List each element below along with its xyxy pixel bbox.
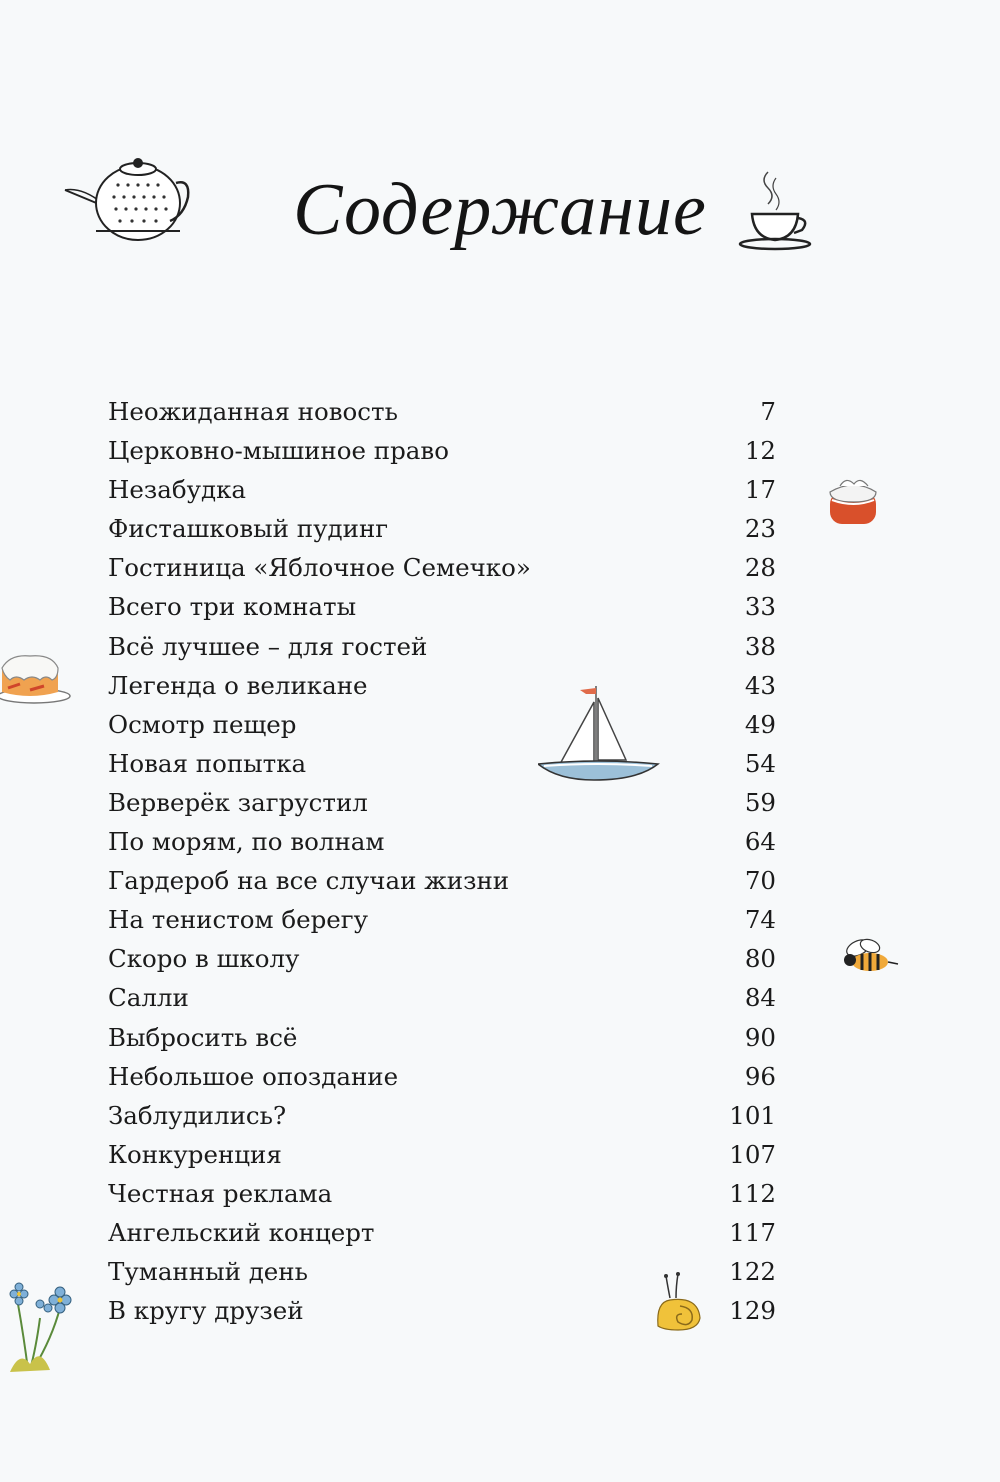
- flowers-icon: [0, 1278, 82, 1374]
- chapter-title: Конкуренция: [108, 1139, 282, 1169]
- chapter-title: По морям, по волнам: [108, 827, 385, 857]
- page-number: 49: [744, 709, 776, 739]
- toc-entry[interactable]: [108, 587, 776, 626]
- chapter-title: Новая попытка: [108, 748, 307, 778]
- page-number: 70: [744, 866, 776, 896]
- bee-icon: [836, 938, 900, 978]
- page-number: 84: [744, 983, 776, 1013]
- chapter-title: Выбросить всё: [108, 1022, 298, 1052]
- toc-entry[interactable]: [108, 744, 776, 783]
- chapter-title: Ангельский концерт: [108, 1217, 375, 1247]
- sailboat-icon: [538, 684, 660, 782]
- page-number: 12: [744, 436, 776, 466]
- page-number: 54: [744, 748, 776, 778]
- page-number: 33: [744, 592, 776, 622]
- page-number: 96: [744, 1061, 776, 1091]
- toc-entry[interactable]: [108, 431, 776, 470]
- page-number: 28: [744, 553, 776, 583]
- toc-entry[interactable]: [108, 978, 776, 1017]
- page-number: 129: [729, 1296, 776, 1326]
- chapter-title: Фисташковый пудинг: [108, 514, 389, 544]
- snail-icon: [650, 1272, 706, 1332]
- teapot-icon: [62, 155, 192, 245]
- page-number: 59: [744, 787, 776, 817]
- toc-entry[interactable]: [108, 509, 776, 548]
- chapter-title: Всего три комнаты: [108, 592, 357, 622]
- page-number: 7: [760, 397, 776, 426]
- page-number: 17: [744, 475, 776, 505]
- teacup-icon: [738, 170, 814, 252]
- page-number: 112: [729, 1178, 776, 1208]
- toc-entry[interactable]: [108, 1057, 776, 1096]
- toc-entry[interactable]: [108, 627, 776, 666]
- toc-entry[interactable]: [108, 1174, 776, 1213]
- toc-entry[interactable]: [108, 939, 776, 978]
- toc-entry[interactable]: [108, 822, 776, 861]
- page-number: 38: [744, 631, 776, 661]
- toc-entry[interactable]: [108, 900, 776, 939]
- table-of-contents: [108, 392, 776, 1330]
- chapter-title: Заблудились?: [108, 1100, 287, 1130]
- chapter-title: Незабудка: [108, 475, 247, 505]
- chapter-title: Гостиница «Яблочное Семечко»: [108, 553, 531, 583]
- toc-entry[interactable]: [108, 470, 776, 509]
- toc-entry[interactable]: [108, 783, 776, 822]
- toc-entry[interactable]: [108, 1135, 776, 1174]
- toc-entry[interactable]: [108, 1018, 776, 1057]
- page-number: 101: [729, 1100, 776, 1130]
- chapter-title: На тенистом берегу: [108, 905, 369, 935]
- chapter-title: В кругу друзей: [108, 1296, 304, 1326]
- chapter-title: Скоро в школу: [108, 944, 300, 974]
- chapter-title: Осмотр пещер: [108, 709, 297, 739]
- toc-entry[interactable]: [108, 548, 776, 587]
- page-number: 80: [744, 944, 776, 974]
- cake-icon: [0, 648, 74, 708]
- toc-entry[interactable]: [108, 1096, 776, 1135]
- page-number: 64: [744, 827, 776, 857]
- toc-entry[interactable]: [108, 705, 776, 744]
- page-number: 23: [744, 514, 776, 544]
- page-number: 90: [744, 1022, 776, 1052]
- chapter-title: Верверёк загрустил: [108, 787, 368, 817]
- chapter-title: Гардероб на все случаи жизни: [108, 866, 510, 896]
- toc-entry[interactable]: [108, 1213, 776, 1252]
- page-number: 74: [744, 905, 776, 935]
- page-number: 107: [729, 1139, 776, 1169]
- chapter-title: Всё лучшее – для гостей: [108, 631, 428, 661]
- chapter-title: Салли: [108, 983, 189, 1013]
- page-title: Содержание: [293, 169, 707, 251]
- toc-entry[interactable]: [108, 392, 776, 431]
- honey-jar-icon: [824, 474, 884, 528]
- toc-entry[interactable]: [108, 666, 776, 705]
- chapter-title: Церковно-мышиное право: [108, 436, 449, 466]
- chapter-title: Честная реклама: [108, 1178, 333, 1208]
- chapter-title: Легенда о великане: [108, 670, 368, 700]
- page-number: 43: [744, 670, 776, 700]
- chapter-title: Неожиданная новость: [108, 397, 398, 426]
- chapter-title: Небольшое опоздание: [108, 1061, 399, 1091]
- toc-entry[interactable]: [108, 861, 776, 900]
- page-number: 117: [729, 1217, 776, 1247]
- page-number: 122: [729, 1257, 776, 1287]
- chapter-title: Туманный день: [108, 1257, 308, 1287]
